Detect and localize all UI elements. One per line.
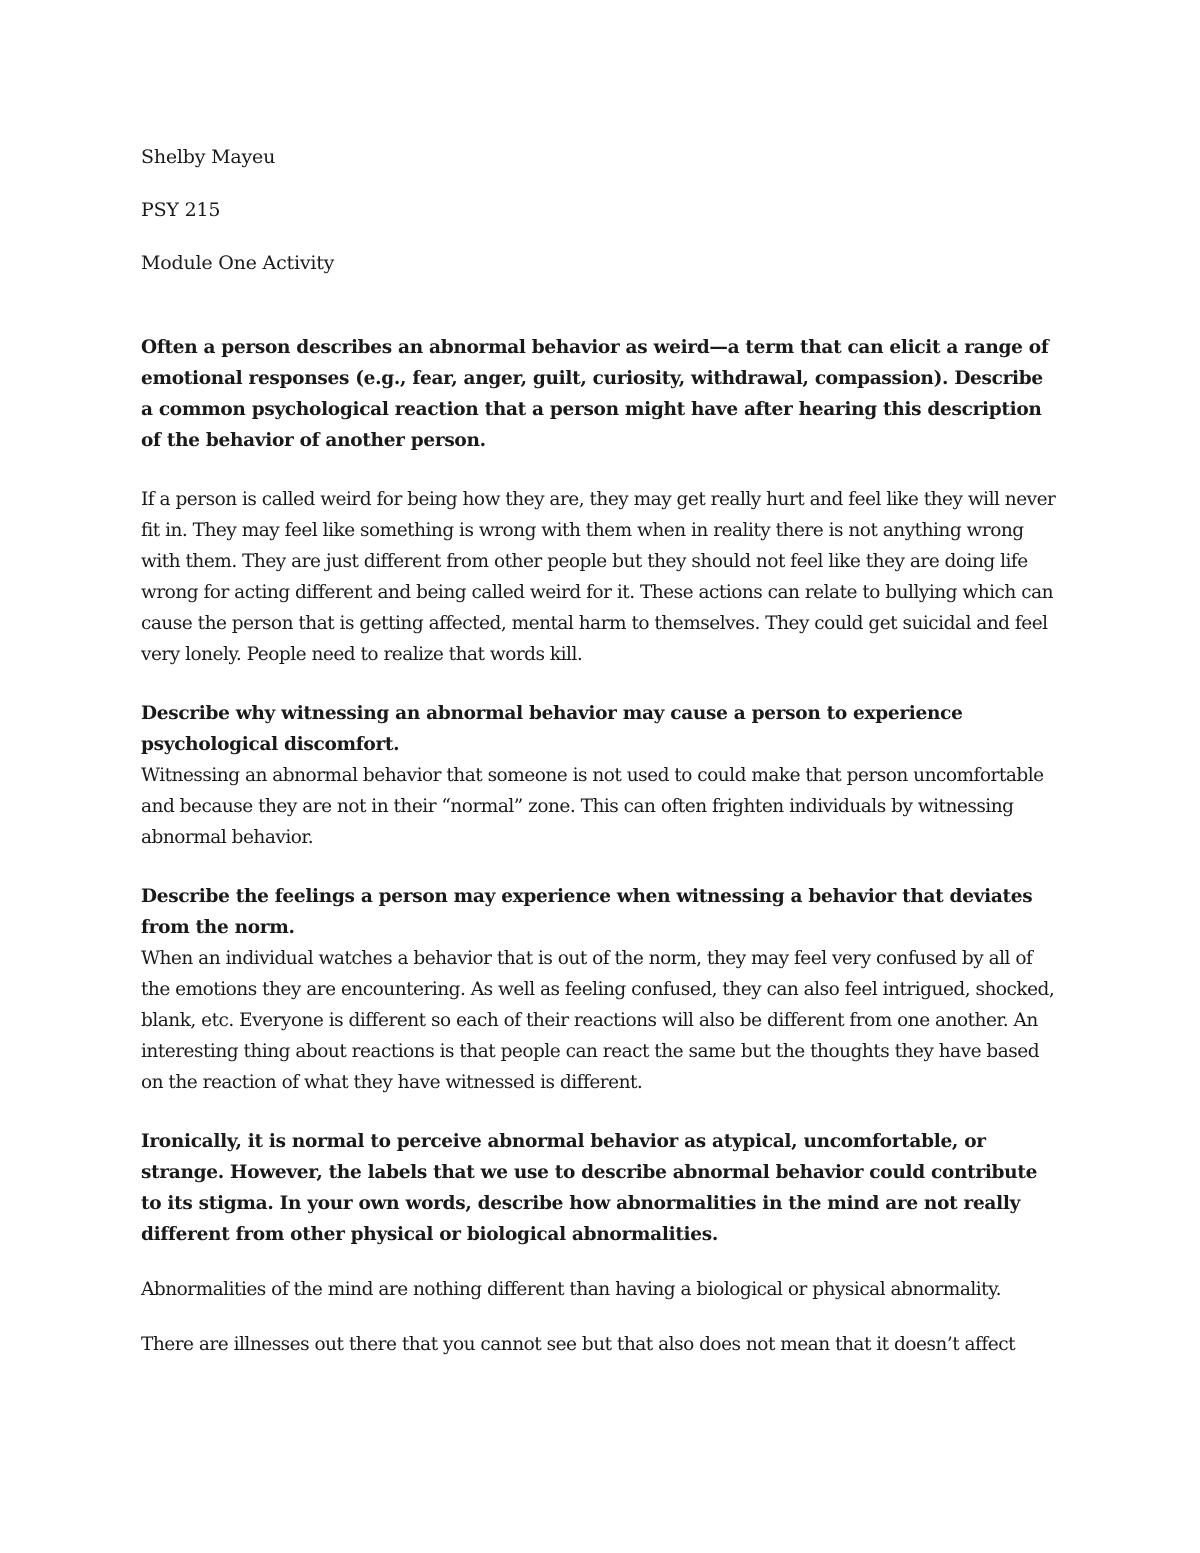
question-3: Describe the feelings a person may experience when witnessing a behavior that deviates from the norm. bbox=[141, 886, 1033, 938]
question-4: Ironically, it is normal to perceive abnormal behavior as atypical, uncomfortable, or strange. However, the labels that we use to describe abnormal behavior could contribute to its stigma. In your own words, describe how abnormalities in the mind are not really different from other physical or biological abnormalities. bbox=[141, 1131, 1038, 1245]
answer-3: When an individual watches a behavior that is out of the norm, they may feel very confused by all of the emotions they are encountering. As well as feeling confused, they can also feel intrigued, shocked, blank, etc. Everyone is different so each of their reactions will also be different from one another. An interesting thing about reactions is that people can react the same but the thoughts they have based on the reaction of what they have witnessed is different. bbox=[141, 948, 1055, 1093]
answer-1: If a person is called weird for being how they are, they may get really hurt and feel like they will never fit in. They may feel like something is wrong with them when in reality there is not anything wrong with them. They are just different from other people but they should not feel like they are doing life wrong for acting different and being called weird for it. These actions can relate to bullying which can cause the person that is getting affected, mental harm to themselves. They could get suicidal and feel very lonely. People need to realize that words kill. bbox=[141, 489, 1056, 665]
course-code: PSY 215 bbox=[141, 199, 221, 221]
answer-4-paragraph-2: There are illnesses out there that you cannot see but that also does not mean that it doesn’t affect bbox=[141, 1334, 1015, 1355]
question-1: Often a person describes an abnormal behavior as weird—a term that can elicit a range of emotional responses (e.g., fear, anger, guilt, curiosity, withdrawal, compassion). Describe a common psychological reaction that a person might have after hearing this description of the behavior of another person. bbox=[141, 337, 1049, 451]
student-name: Shelby Mayeu bbox=[141, 146, 276, 168]
assignment-title: Module One Activity bbox=[141, 252, 335, 274]
answer-2: Witnessing an abnormal behavior that someone is not used to could make that person uncomfortable and because they are not in their “normal” zone. This can often frighten individuals by witnessing abnormal behavior. bbox=[141, 765, 1044, 848]
answer-4-paragraph-1: Abnormalities of the mind are nothing different than having a biological or physical abnormality. bbox=[141, 1279, 1001, 1300]
document-body bbox=[141, 142, 1056, 1360]
question-2: Describe why witnessing an abnormal behavior may cause a person to experience psychological discomfort. bbox=[141, 703, 963, 755]
